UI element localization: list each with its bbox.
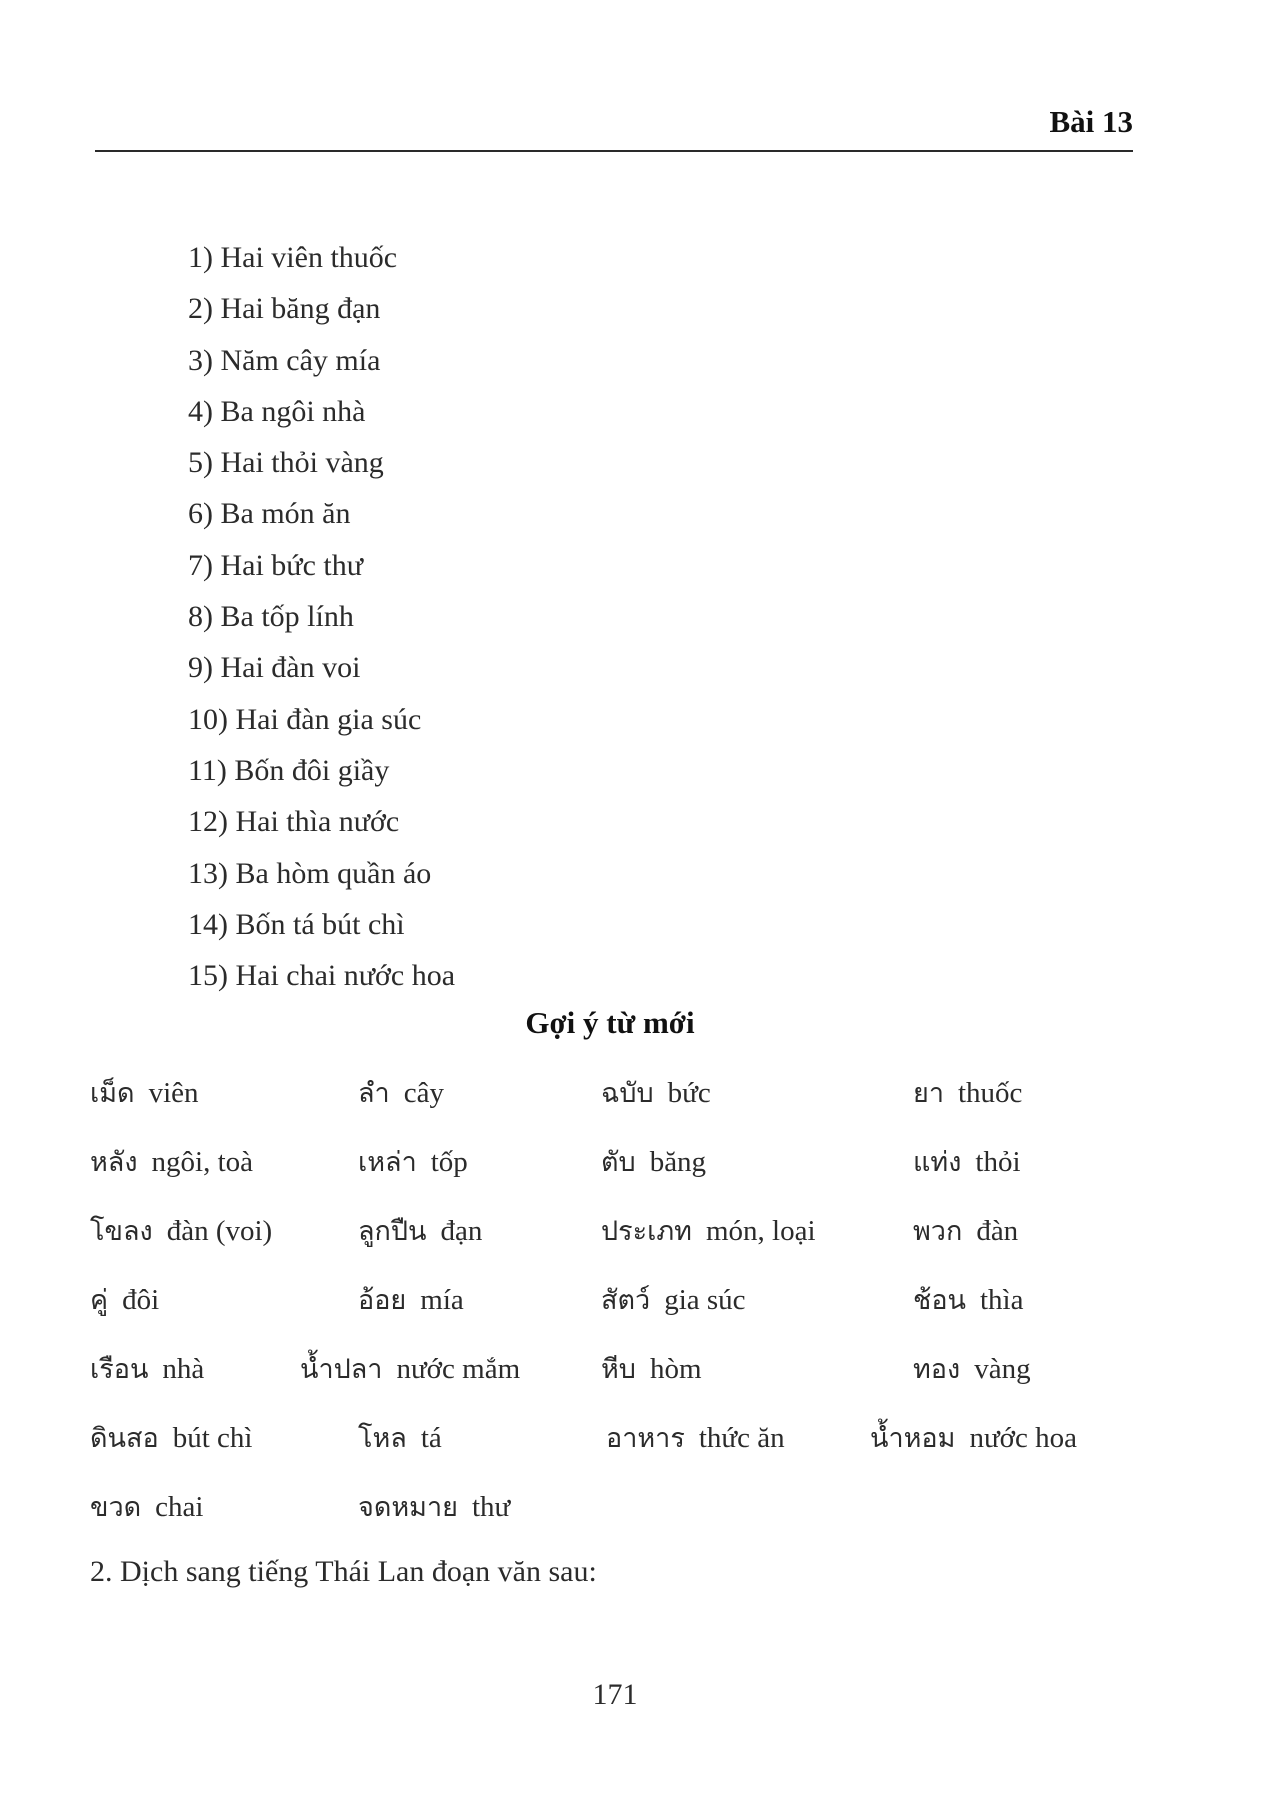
exercise-list xyxy=(188,232,455,1001)
thai-word: ฉบับ xyxy=(601,1078,654,1109)
vietnamese-meaning: chai xyxy=(155,1491,204,1523)
vietnamese-meaning: món, loại xyxy=(705,1215,816,1247)
exercise-item: 6) Ba món ăn xyxy=(188,497,351,531)
exercise-item: 12) Hai thìa nước xyxy=(188,805,400,839)
vocab-row xyxy=(90,1270,1150,1339)
translation-instruction: 2. Dịch sang tiếng Thái Lan đoạn văn sau: xyxy=(90,1555,597,1588)
thai-word: โขลง xyxy=(90,1216,153,1247)
vocab-entry xyxy=(601,1201,816,1262)
vocab-grid xyxy=(90,1063,1150,1546)
vietnamese-meaning: đàn (voi) xyxy=(166,1215,273,1247)
vietnamese-meaning: bức xyxy=(667,1077,711,1109)
vietnamese-meaning: nước mắm xyxy=(396,1353,521,1385)
exercise-item: 5) Hai thỏi vàng xyxy=(188,446,384,480)
thai-word: น้ำปลา xyxy=(300,1354,383,1385)
vocab-entry xyxy=(90,1270,159,1331)
vietnamese-meaning: viên xyxy=(148,1077,199,1109)
vietnamese-meaning: bút chì xyxy=(172,1422,253,1454)
vocab-entry xyxy=(913,1270,1024,1331)
thai-word: ประเภท xyxy=(601,1216,692,1247)
thai-word: จดหมาย xyxy=(358,1492,458,1523)
vocab-entry xyxy=(90,1063,199,1124)
vocab-entry xyxy=(601,1132,706,1193)
thai-word: ตับ xyxy=(601,1147,636,1178)
exercise-item: 3) Năm cây mía xyxy=(188,343,381,377)
exercise-item: 14) Bốn tá bút chì xyxy=(188,907,405,941)
exercise-item: 15) Hai chai nước hoa xyxy=(188,959,456,993)
vietnamese-meaning: thìa xyxy=(980,1284,1024,1316)
vocab-row xyxy=(90,1477,1150,1546)
thai-word: เหล่า xyxy=(358,1147,417,1178)
lesson-title: Bài 13 xyxy=(1049,104,1133,139)
vocab-row xyxy=(90,1408,1150,1477)
exercise-item: 4) Ba ngôi nhà xyxy=(188,394,366,428)
vocab-row xyxy=(90,1132,1150,1201)
thai-word: หลัง xyxy=(90,1147,138,1178)
vietnamese-meaning: thức ăn xyxy=(698,1422,785,1454)
vocab-entry xyxy=(913,1201,1018,1262)
vocab-entry xyxy=(300,1339,520,1400)
vietnamese-meaning: ngôi, toà xyxy=(151,1146,254,1178)
thai-word: อาหาร xyxy=(606,1423,685,1454)
vocab-entry xyxy=(606,1408,785,1469)
vocab-entry xyxy=(601,1270,746,1331)
page-number: 171 xyxy=(592,1678,638,1711)
vietnamese-meaning: đạn xyxy=(440,1215,483,1247)
vocab-entry xyxy=(601,1063,711,1124)
vocab-entry xyxy=(358,1063,444,1124)
vocab-entry xyxy=(358,1408,442,1469)
vocab-entry xyxy=(90,1477,203,1538)
vietnamese-meaning: thuốc xyxy=(957,1077,1023,1109)
thai-word: ดินสอ xyxy=(90,1423,159,1454)
vocab-row xyxy=(90,1063,1150,1132)
vietnamese-meaning: nước hoa xyxy=(969,1422,1077,1454)
thai-word: เรือน xyxy=(90,1354,149,1385)
vietnamese-meaning: tốp xyxy=(430,1146,468,1178)
exercise-item: 2) Hai băng đạn xyxy=(188,292,381,326)
vietnamese-meaning: nhà xyxy=(162,1353,205,1385)
vocab-entry xyxy=(913,1339,1031,1400)
vocab-heading: Gợi ý từ mới xyxy=(525,1005,695,1040)
vietnamese-meaning: cây xyxy=(403,1077,444,1109)
exercise-item: 9) Hai đàn voi xyxy=(188,651,361,685)
vocab-entry xyxy=(90,1201,272,1262)
vocab-entry xyxy=(913,1132,1021,1193)
thai-word: หีบ xyxy=(601,1354,636,1385)
vietnamese-meaning: gia súc xyxy=(664,1284,746,1316)
vietnamese-meaning: băng xyxy=(649,1146,707,1178)
thai-word: ทอง xyxy=(913,1354,961,1385)
vocab-entry xyxy=(358,1477,510,1538)
thai-word: ลูกปืน xyxy=(358,1216,427,1247)
vocab-entry xyxy=(870,1408,1077,1469)
thai-word: ลำ xyxy=(358,1078,390,1109)
vietnamese-meaning: đàn xyxy=(976,1215,1019,1247)
vocab-entry xyxy=(358,1132,468,1193)
thai-word: น้ำหอม xyxy=(870,1423,956,1454)
thai-word: คู่ xyxy=(90,1285,109,1316)
vocab-entry xyxy=(90,1339,204,1400)
vocab-row xyxy=(90,1339,1150,1408)
thai-word: ยา xyxy=(913,1078,944,1109)
vietnamese-meaning: thỏi xyxy=(975,1146,1021,1178)
vocab-entry xyxy=(90,1132,253,1193)
exercise-item: 10) Hai đàn gia súc xyxy=(188,702,422,736)
exercise-item: 8) Ba tốp lính xyxy=(188,600,354,634)
thai-word: สัตว์ xyxy=(601,1285,651,1316)
thai-word: แท่ง xyxy=(913,1147,962,1178)
vietnamese-meaning: hòm xyxy=(649,1353,702,1385)
thai-word: อ้อย xyxy=(358,1285,407,1316)
vocab-entry xyxy=(358,1201,482,1262)
vocab-row xyxy=(90,1201,1150,1270)
vocab-entry xyxy=(90,1408,252,1469)
exercise-item: 13) Ba hòm quần áo xyxy=(188,856,432,890)
vietnamese-meaning: mía xyxy=(420,1284,464,1316)
vocab-entry xyxy=(358,1270,464,1331)
vocab-entry xyxy=(913,1063,1022,1124)
vietnamese-meaning: đôi xyxy=(122,1284,160,1316)
vietnamese-meaning: tá xyxy=(420,1422,442,1454)
exercise-item: 11) Bốn đôi giầy xyxy=(188,753,390,787)
page-header xyxy=(95,104,1133,152)
thai-word: ช้อน xyxy=(913,1285,966,1316)
exercise-item: 1) Hai viên thuốc xyxy=(188,241,398,274)
vietnamese-meaning: thư xyxy=(471,1491,511,1523)
vocab-entry xyxy=(601,1339,702,1400)
thai-word: พวก xyxy=(913,1216,963,1247)
thai-word: เม็ด xyxy=(90,1078,135,1109)
exercise-item: 7) Hai bức thư xyxy=(188,548,363,582)
vietnamese-meaning: vàng xyxy=(974,1353,1031,1385)
thai-word: ขวด xyxy=(90,1492,142,1523)
thai-word: โหล xyxy=(358,1423,407,1454)
